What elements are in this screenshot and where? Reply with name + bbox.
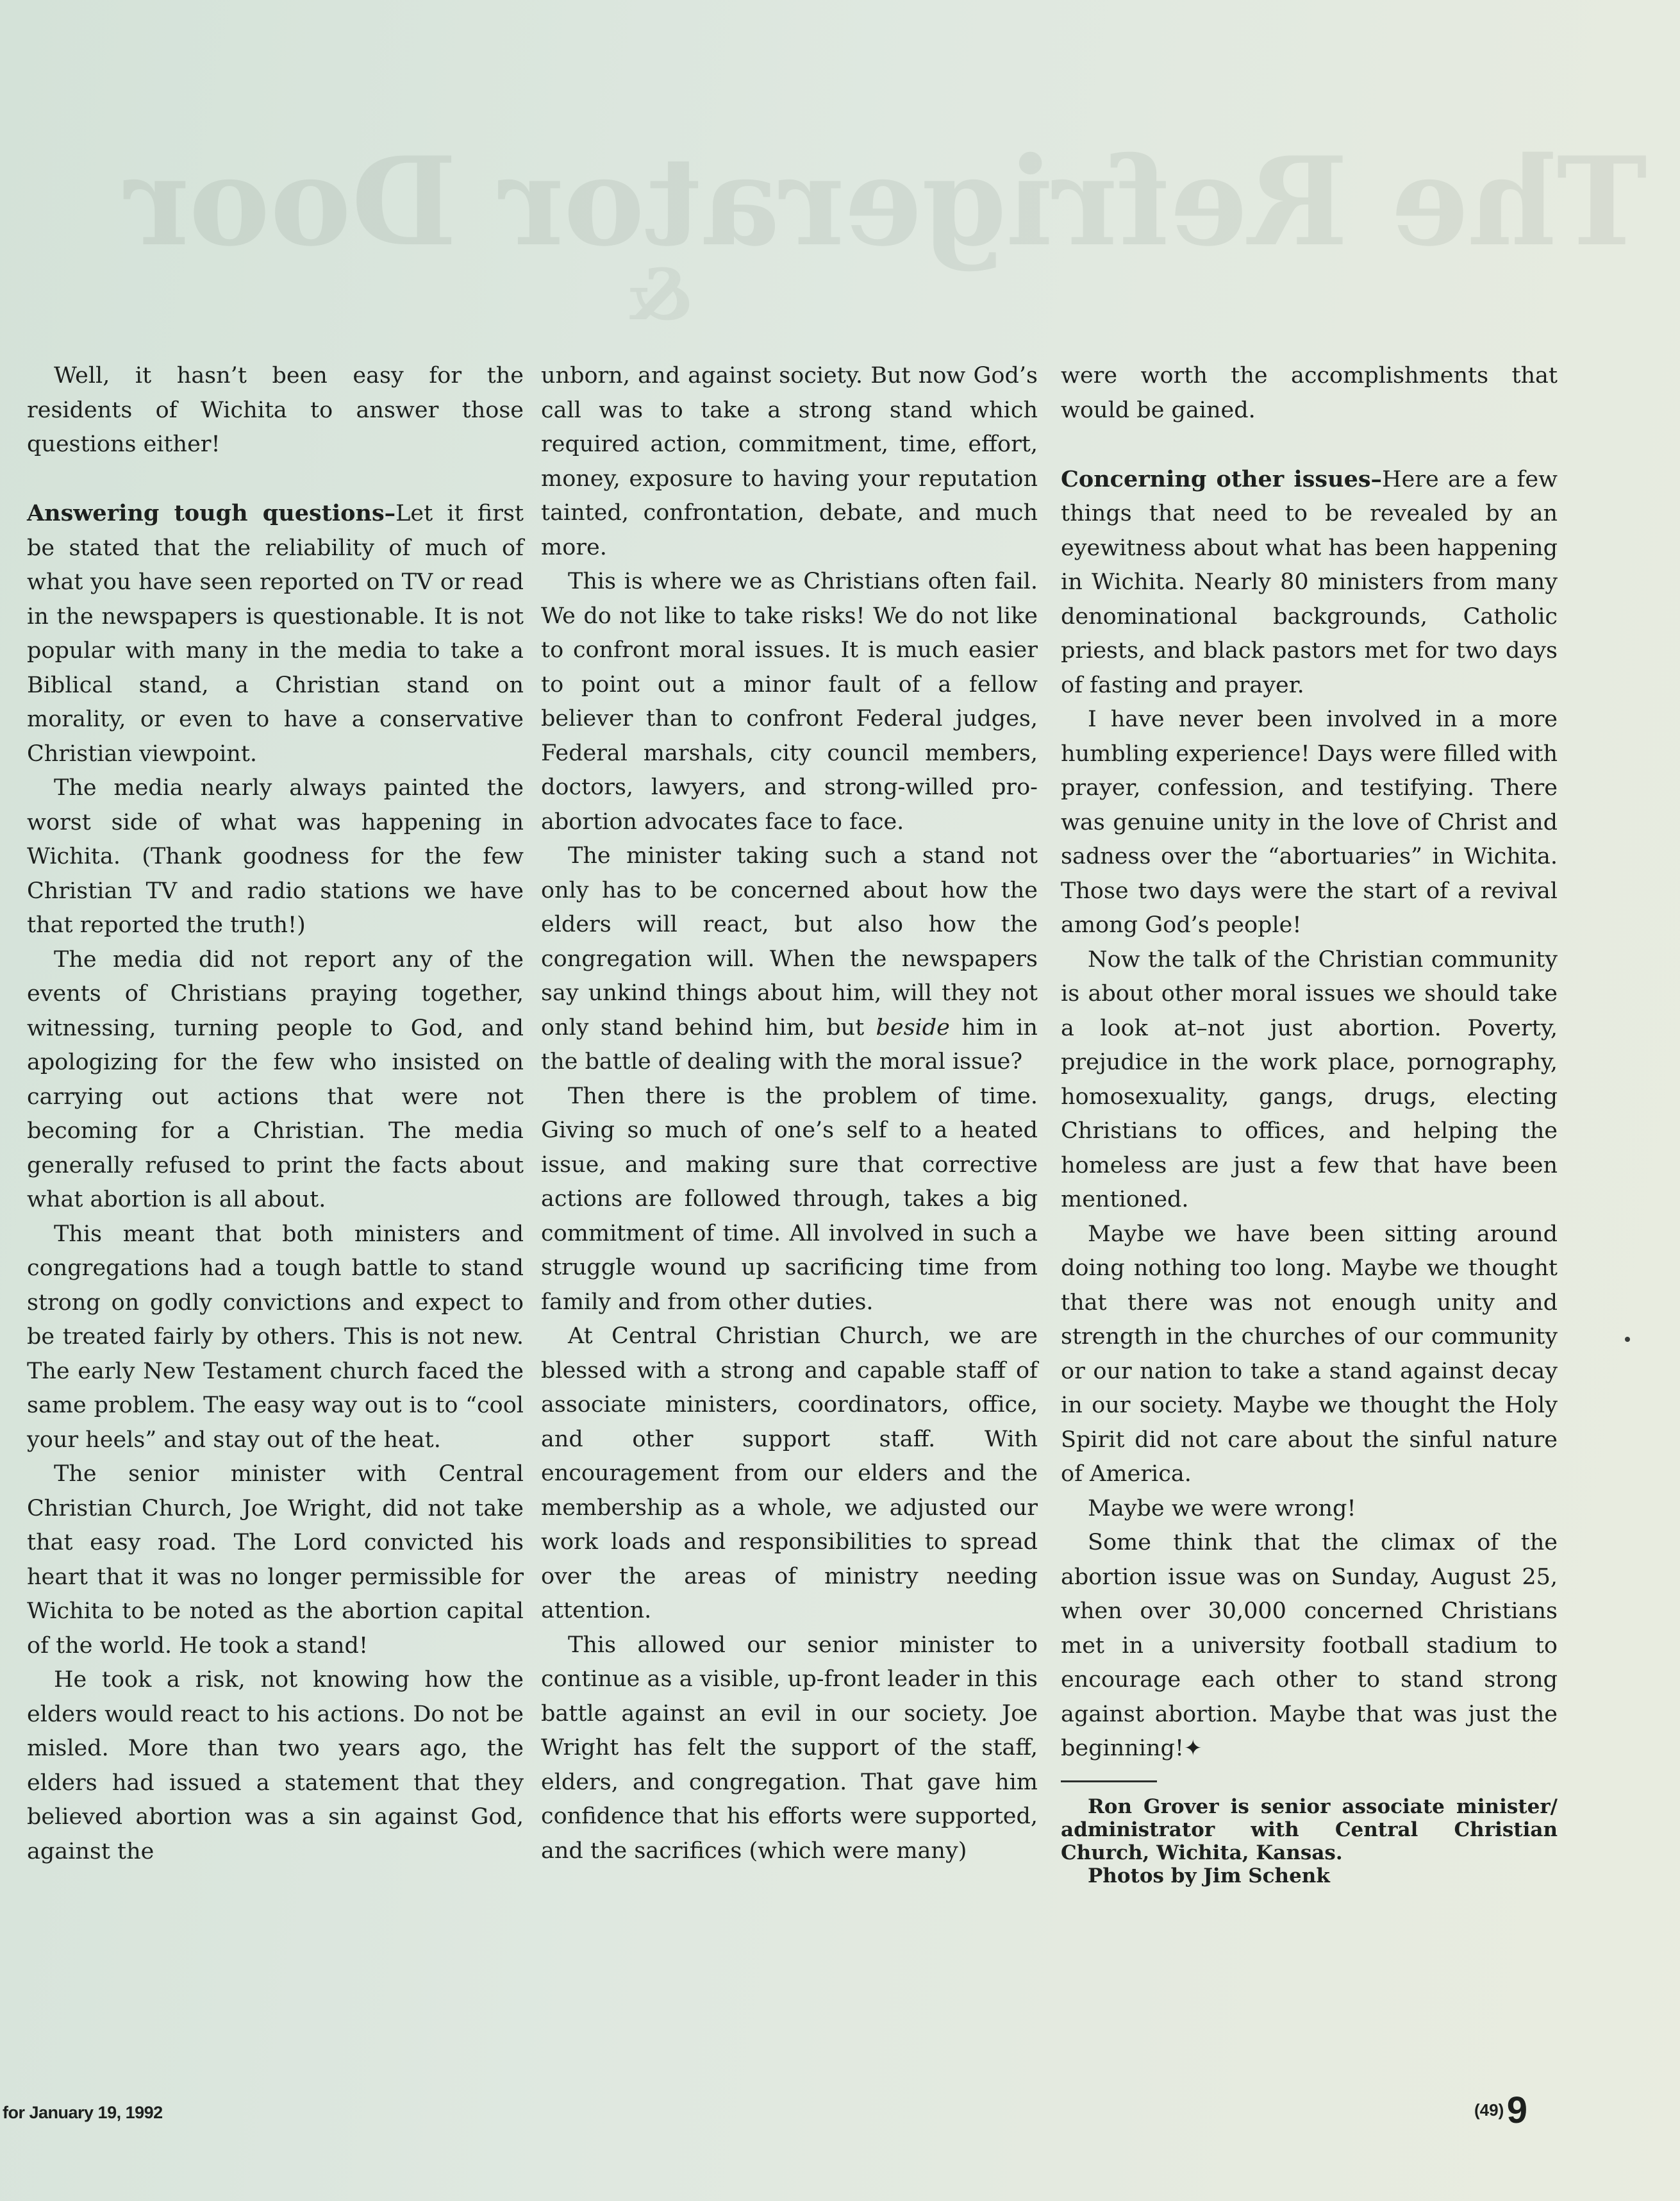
article-column-3	[1061, 359, 1558, 1887]
section-lead-in: Answering tough questions–	[27, 500, 396, 526]
paragraph: Some think that the climax of the abortion issue was on Sunday, August 25, when over 30,000 concerned Christians met in a university football stadium to encourage each other to stand strong against abortion. Maybe that was just the beginning!✦	[1061, 1530, 1558, 1761]
photo-credit: Photos by Jim Schenk	[1088, 1864, 1330, 1887]
folio-small: (49)	[1474, 2100, 1504, 2120]
paragraph: This is where we as Christians often fail. We do not like to take risks! We do not like to confront moral issues. It is much easier to point out a minor fault of a fellow believer than to confront Federal judges, Federal marshals, city council members, doctors, lawyers, and strong-willed pro-abortion advocates face to face.	[541, 569, 1038, 835]
emphasis-beside: beside	[876, 1014, 950, 1041]
show-through-title: The Refrigerator Door	[124, 130, 1647, 273]
footer-issue-date: for January 19, 1992	[3, 2103, 163, 2122]
paragraph: This meant that both ministers and congregations had a tough battle to stand strong on godly convictions and expect to be treated fairly by others. This is not new. The early New Testament church faced the same problem. The easy way out is to “cool your heels” and stay out of the heat.	[27, 1221, 524, 1453]
end-mark-icon: ✦	[1184, 1736, 1202, 1761]
bio-divider	[1061, 1780, 1157, 1782]
paragraph: Maybe we were wrong!	[1088, 1495, 1356, 1521]
paragraph: Now the talk of the Christian community is about other moral issues we should take a look at–not just abortion. Poverty, prejudice in the work place, pornography, homosexuality, gangs, drugs, electing Christians to offices, and helping the homeless are just a few that have been mentioned.	[1061, 946, 1558, 1212]
folio-big: 9	[1506, 2089, 1527, 2131]
paragraph-answering-tough-questions: Answering tough questions–Let it first be stated that the reliability of much of what you have seen reported on TV or read in the newspapers is questionable. It is not popular with many in the media to take a Biblical stand, a Christian stand on morality, or even to have a conservative Christian viewpoint.	[27, 500, 524, 767]
paragraph: The minister taking such a stand not only has to be concerned about how the elders will react, but also how the congregation will. When the newspapers say unkind things about him, will they not only stand behind him, but beside him in the battle of dealing with the moral issue?	[541, 843, 1038, 1075]
paragraph: The media did not report any of the events of Christians praying together, witnessing, turning people to God, and apologizing for the few who insisted on carrying out actions that were not becoming for a Christian. The media generally refused to print the facts about what abortion is all about.	[27, 946, 524, 1212]
paragraph: Maybe we have been sitting around doing nothing too long. Maybe we thought that there was not enough unity and strength in the churches of our community or our nation to take a stand against decay in our society. Maybe we thought the Holy Spirit did not care about the sinful nature of America.	[1061, 1221, 1558, 1487]
paragraph: were worth the accomplishments that would be gained.	[1061, 363, 1558, 423]
paragraph: I have never been involved in a more humbling experience! Days were filled with prayer, confession, and testifying. There was genuine unity in the love of Christ and sadness over the “abortuaries” in Wichita. Those two days were the start of a revival among God’s people!	[1061, 707, 1558, 938]
page-number	[1474, 2089, 1527, 2132]
author-bio: Ron Grover is senior associate minister/ administrator with Central Christian Church, Wichita, Kansas.	[1061, 1795, 1558, 1864]
paragraph: unborn, and against society. But now God’s call was to take a strong stand which required action, commitment, time, effort, money, exposure to having your reputation tainted, confrontation, debate, and much more.	[541, 363, 1038, 560]
paragraph: The media nearly always painted the worst side of what was happening in Wichita. (Thank goodness for the few Christian TV and radio stations we have that reported the truth!)	[27, 775, 524, 938]
article-column-1	[27, 359, 524, 1869]
paragraph: He took a risk, not knowing how the elders would react to his actions. Do not be misled. More than two years ago, the elders had issued a statement that they believed abortion was a sin against God, against the	[27, 1667, 524, 1864]
paragraph: This allowed our senior minister to continue as a visible, up-front leader in this battle against an evil in our society. Joe Wright has felt the support of the staff, elders, and congregation. That gave him confidence that his efforts were supported, and the sacrifices (which were many)	[541, 1632, 1038, 1864]
article-column-2	[541, 359, 1038, 1868]
paragraph-concerning-other-issues: Concerning other issues–Here are a few things that need to be revealed by an eyewitness about what has been happening in Wichita. Nearly 80 ministers from many denominational backgrounds, Catholic priests, and black pastors met for two days of fasting and prayer.	[1061, 465, 1558, 698]
section-lead-in: Concerning other issues–	[1061, 465, 1383, 492]
paragraph: Well, it hasn’t been easy for the residents of Wichita to answer those questions either!	[27, 363, 524, 457]
paragraph: Then there is the problem of time. Giving so much of one’s self to a heated issue, and making sure that corrective actions are followed through, takes a big commitment of time. All involved in such a struggle wound up sacrificing time from family and from other duties.	[541, 1083, 1038, 1315]
print-speck	[1625, 1337, 1630, 1342]
paragraph: The senior minister with Central Christian Church, Joe Wright, did not take that easy road. The Lord convicted his heart that it was no longer permissible for Wichita to be noted as the abortion capital of the world. He took a stand!	[27, 1461, 524, 1659]
paragraph: At Central Christian Church, we are blessed with a strong and capable staff of associate ministers, coordinators, office, and other support staff. With encouragement from our elders and the membership as a whole, we adjusted our work loads and responsibilities to spread over the areas of ministry needing attention.	[541, 1323, 1038, 1623]
show-through-subtitle: &	[628, 253, 692, 336]
